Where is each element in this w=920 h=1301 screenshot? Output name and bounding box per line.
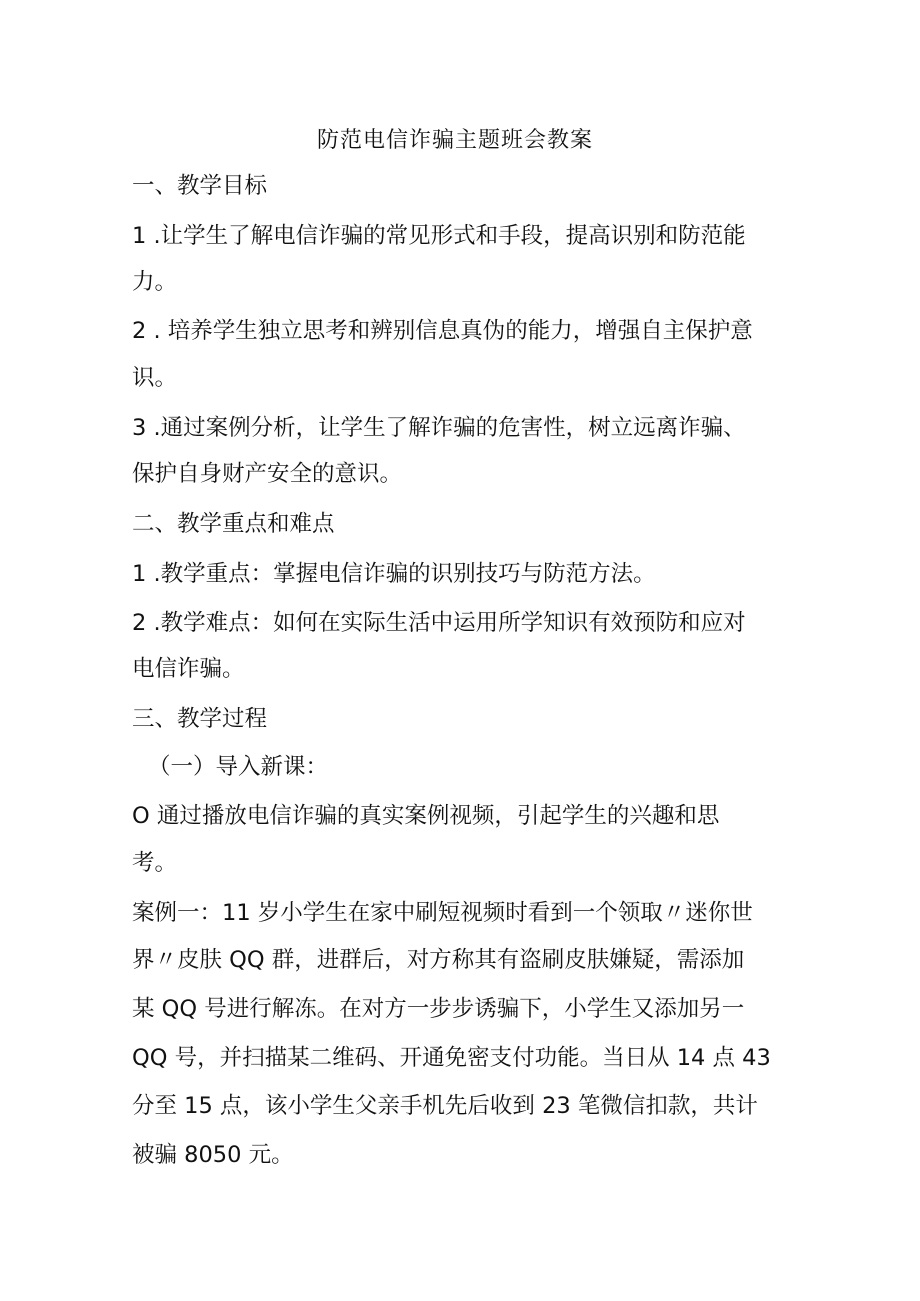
key-point-1: 1 .教学重点：掌握电信诈骗的识别技巧与防范方法。 [132,561,656,587]
subsection-heading-intro: （一）导入新课： [148,754,329,780]
intro-line-1: O 通过播放电信诈骗的真实案例视频，引起学生的兴趣和思 [132,803,720,829]
document-title: 防范电信诈骗主题班会教案 [316,128,593,153]
objective-2-line-2: 识。 [132,365,178,391]
objective-1-line-1: 1 .让学生了解电信诈骗的常见形式和手段，提高识别和防范能 [132,223,746,249]
case-1-line-6: 被骗 8050 元。 [132,1142,294,1168]
key-point-2-line-1: 2 .教学难点：如何在实际生活中运用所学知识有效预防和应对 [132,610,746,636]
section-heading-process: 三、教学过程 [132,706,268,732]
objective-3-line-2: 保护自身财产安全的意识。 [132,461,403,487]
case-1-line-4: QQ 号，并扫描某二维码、开通免密支付功能。当日从 14 点 43 [132,1045,771,1071]
section-heading-key-points: 二、教学重点和难点 [132,511,335,537]
objective-2-line-1: 2 . 培养学生独立思考和辨别信息真伪的能力，增强自主保护意 [132,318,753,344]
objective-1-line-2: 力。 [132,269,178,295]
case-1-line-1: 案例一：11 岁小学生在家中刷短视频时看到一个领取〃迷你世 [132,900,753,926]
case-1-line-5: 分至 15 点，该小学生父亲手机先后收到 23 笔微信扣款，共计 [132,1093,758,1119]
key-point-2-line-2: 电信诈骗。 [132,656,245,682]
case-1-line-3: 某 QQ 号进行解冻。在对方一步步诱骗下，小学生又添加另一 [132,996,745,1022]
intro-line-2: 考。 [132,850,178,876]
objective-3-line-1: 3 .通过案例分析，让学生了解诈骗的危害性，树立远离诈骗、 [132,415,746,441]
section-heading-objectives: 一、教学目标 [132,173,268,199]
case-1-line-2: 界〃皮肤 QQ 群，进群后，对方称其有盗刷皮肤嫌疑，需添加 [132,947,745,973]
